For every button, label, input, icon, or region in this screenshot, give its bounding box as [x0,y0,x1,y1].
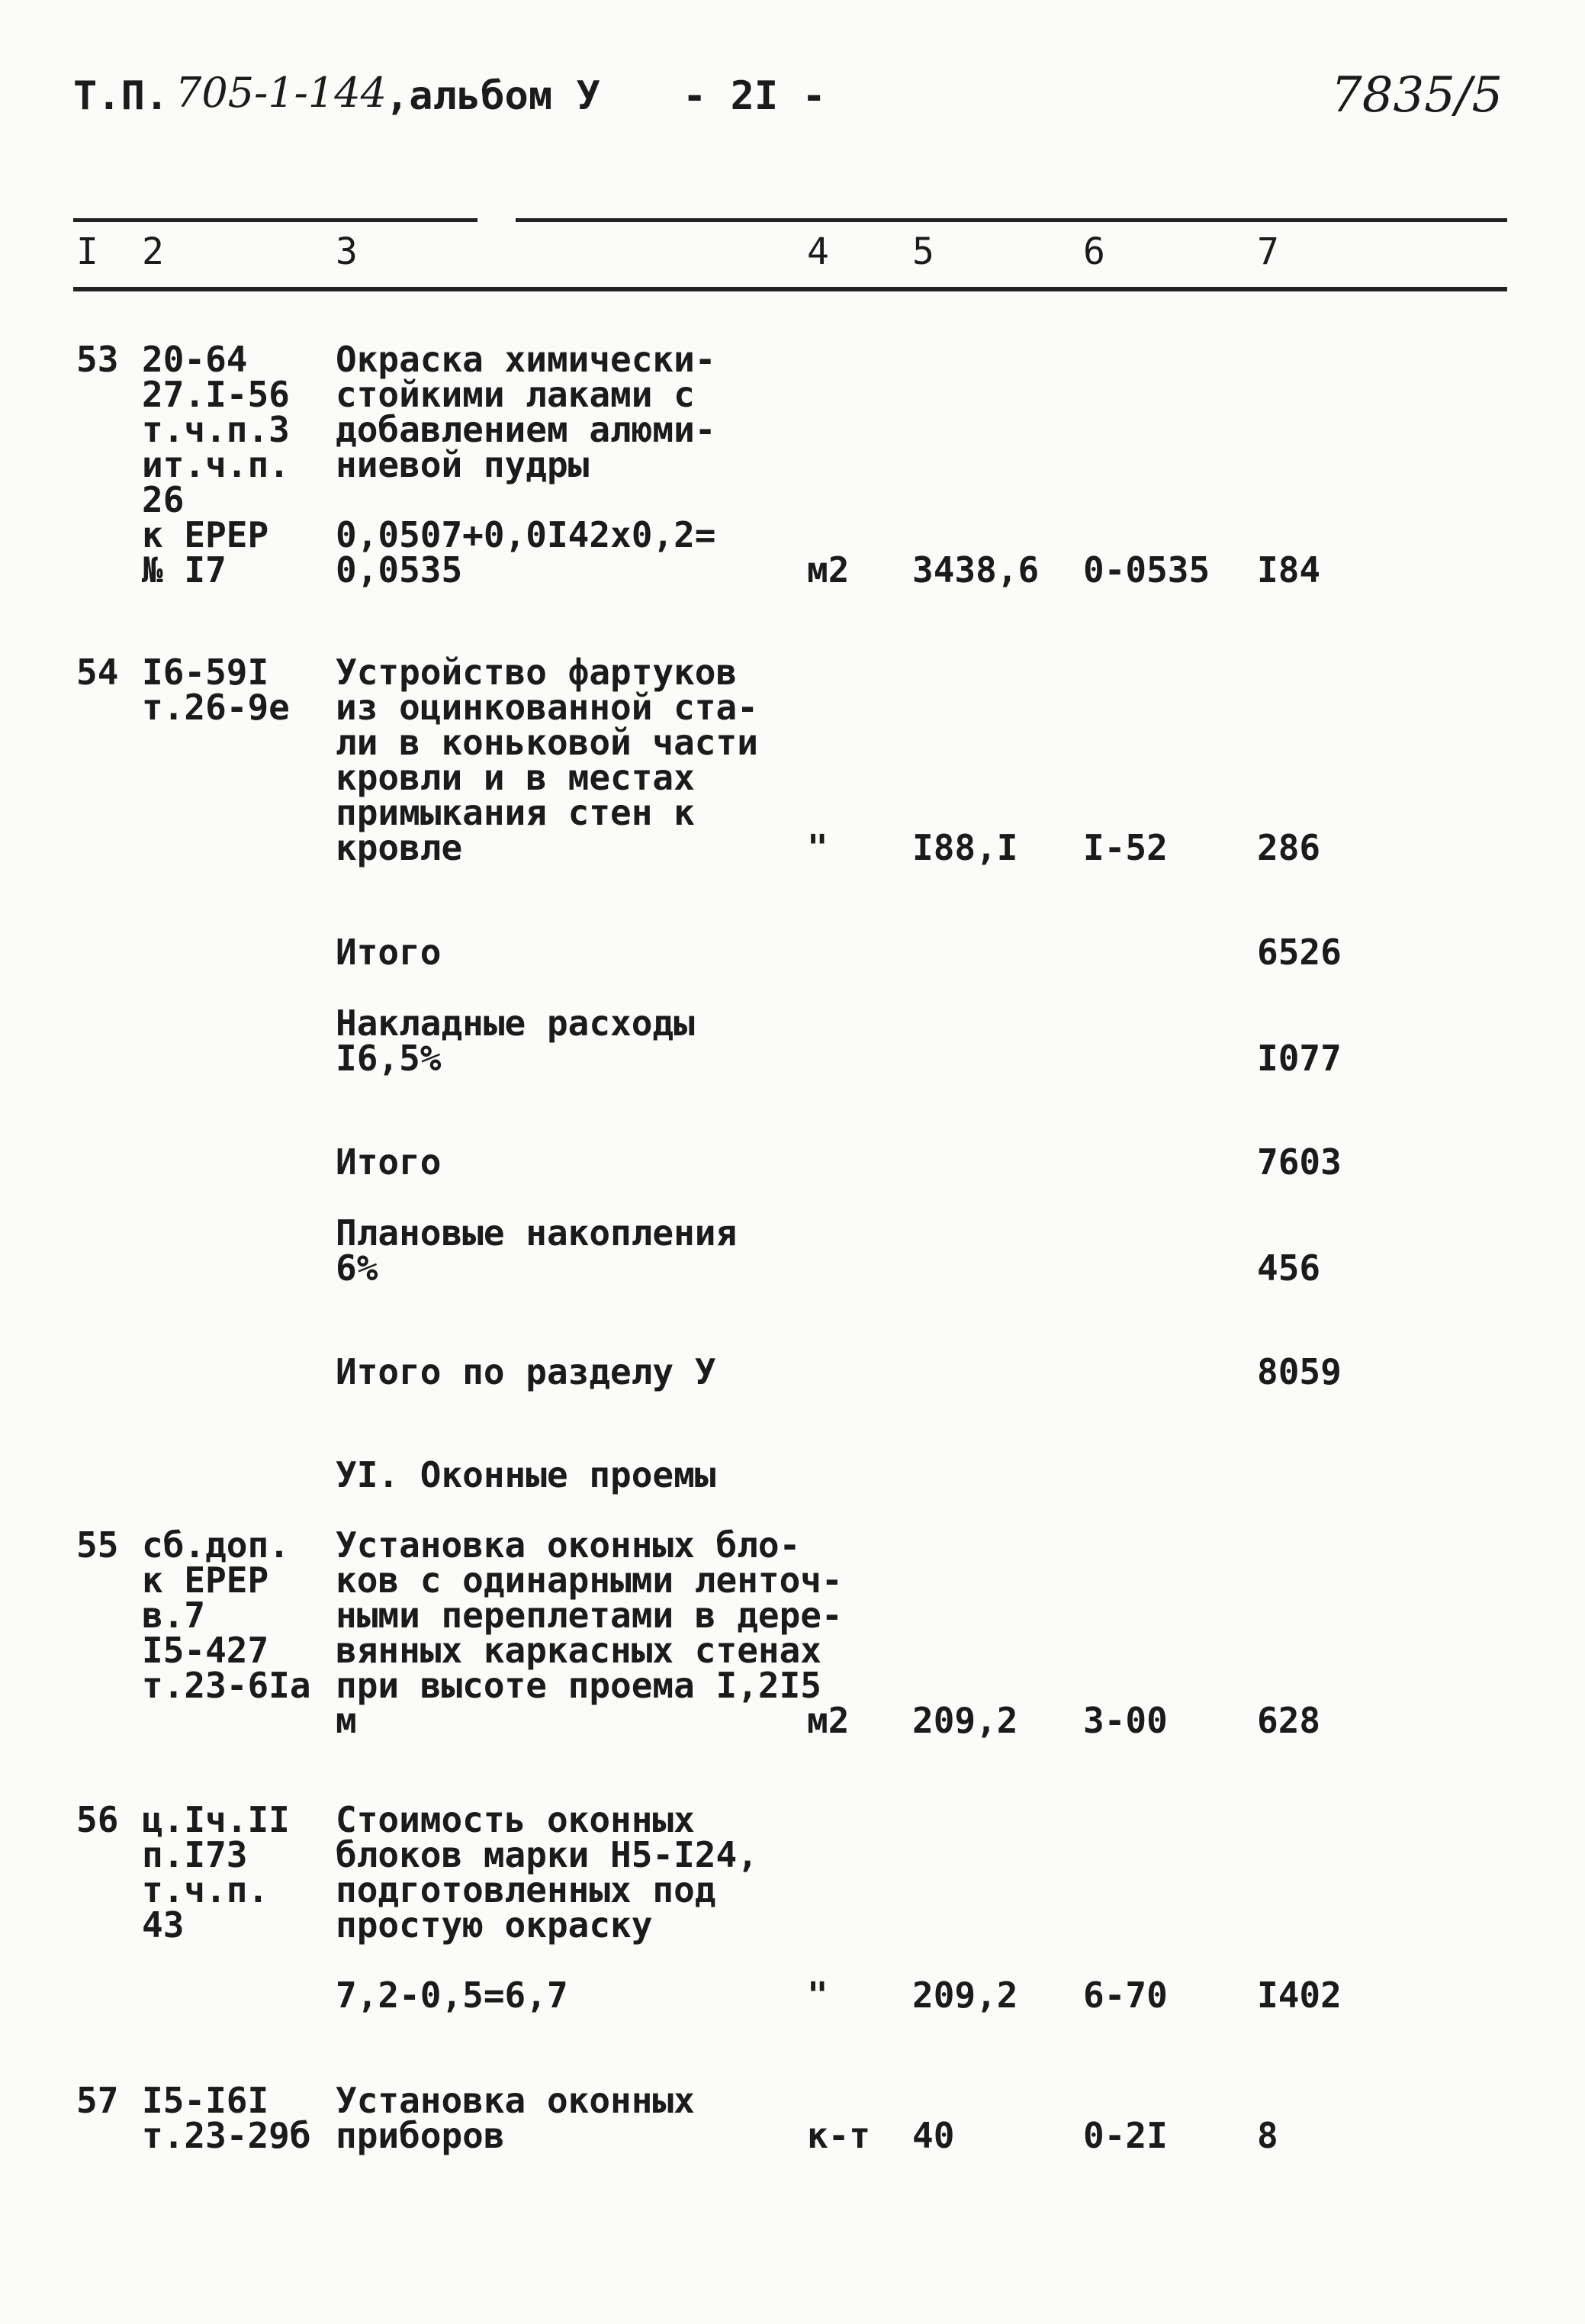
header-rule-top-left [73,218,477,222]
row-code: I5-I6I т.23-29б [142,2080,311,2156]
subtotal-label: Итого [336,932,442,973]
row-price: 0-2I [1083,2115,1168,2156]
header-page-number: - 2I - [683,73,826,119]
header-rule-bottom [73,287,1507,291]
row-number: 57 [76,2080,119,2121]
row-quantity: 209,2 [912,1975,1018,2016]
subtotal-label: Итого [336,1141,442,1183]
column-header-5: 5 [912,230,934,273]
row-unit: к-т [807,2115,871,2156]
row-description: Стоимость оконных блоков марки Н5-I24, подготовленных под простую окраску [336,1799,758,1946]
row-code: 20-64 27.I-56 т.ч.п.3 ит.ч.п. 26 к ЕРЕР № I7 [142,339,290,591]
row-description: Установка оконных бло- ков с одинарными ленточ- ными переплетами в дере- вянных каркасных стенах при высоте проема I,2I5 м [336,1524,843,1741]
row-quantity: 40 [912,2115,955,2156]
section-total-value: 8059 [1257,1351,1342,1392]
row-total: 628 [1257,1700,1321,1741]
row-total: 286 [1257,827,1321,868]
row-total: I84 [1257,549,1321,591]
column-header-4: 4 [807,230,829,273]
row-price: 0-0535 [1083,549,1210,591]
row-unit: " [807,827,828,868]
row-price: I-52 [1083,827,1168,868]
section-heading: УI. Оконные проемы [336,1454,716,1495]
header-code-handwritten: 7835/5 [1331,67,1503,124]
row-code: I6-59I т.26-9е [142,652,290,728]
header-rule-top-right [516,218,1507,222]
header-prefix: Т.П. [73,73,169,119]
row-description: Окраска химически- стойкими лаками с добавлением алюми- ниевой пудры 0,0507+0,0I42x0,2= 0,0535 [336,339,716,591]
column-header-6: 6 [1083,230,1105,273]
row-unit: " [807,1975,828,2016]
row-total: I402 [1257,1975,1342,2016]
row-price: 3-00 [1083,1700,1168,1741]
planned-savings-label: Плановые накопления 6% [336,1212,738,1289]
row-number: 53 [76,339,119,380]
row-unit: м2 [807,1700,850,1741]
overhead-value: I077 [1257,1038,1342,1079]
row-description: Установка оконных приборов [336,2080,695,2156]
column-header-2: 2 [142,230,164,273]
planned-savings-value: 456 [1257,1247,1321,1289]
row-number: 54 [76,652,119,693]
row-unit: м2 [807,549,850,591]
row-quantity: 3438,6 [912,549,1040,591]
column-header-7: 7 [1257,230,1279,273]
row-total: 8 [1257,2115,1278,2156]
column-header-1: I [76,230,98,273]
overhead-label: Накладные расходы I6,5% [336,1003,695,1079]
row-price: 6-70 [1083,1975,1168,2016]
section-total-label: Итого по разделу У [336,1351,716,1392]
row-quantity: I88,I [912,827,1018,868]
row-description: Устройство фартуков из оцинкованной ста- ли в коньковой части кровли и в местах примыкания стен к кровле [336,652,758,868]
row-code: сб.доп. к ЕРЕР в.7 I5-427 т.23-6Iа [142,1524,311,1706]
row-code: ц.Iч.II п.I73 т.ч.п. 43 [142,1799,290,1946]
subtotal-value: 6526 [1257,932,1342,973]
row-number: 55 [76,1524,119,1566]
header-number-handwritten: 705-1-144 [175,69,387,117]
column-header-3: 3 [336,230,358,273]
row-quantity: 209,2 [912,1700,1018,1741]
header-album: ,альбом У [385,73,600,119]
row-formula: 7,2-0,5=6,7 [336,1975,568,2016]
row-number: 56 [76,1799,119,1840]
subtotal-value: 7603 [1257,1141,1342,1183]
